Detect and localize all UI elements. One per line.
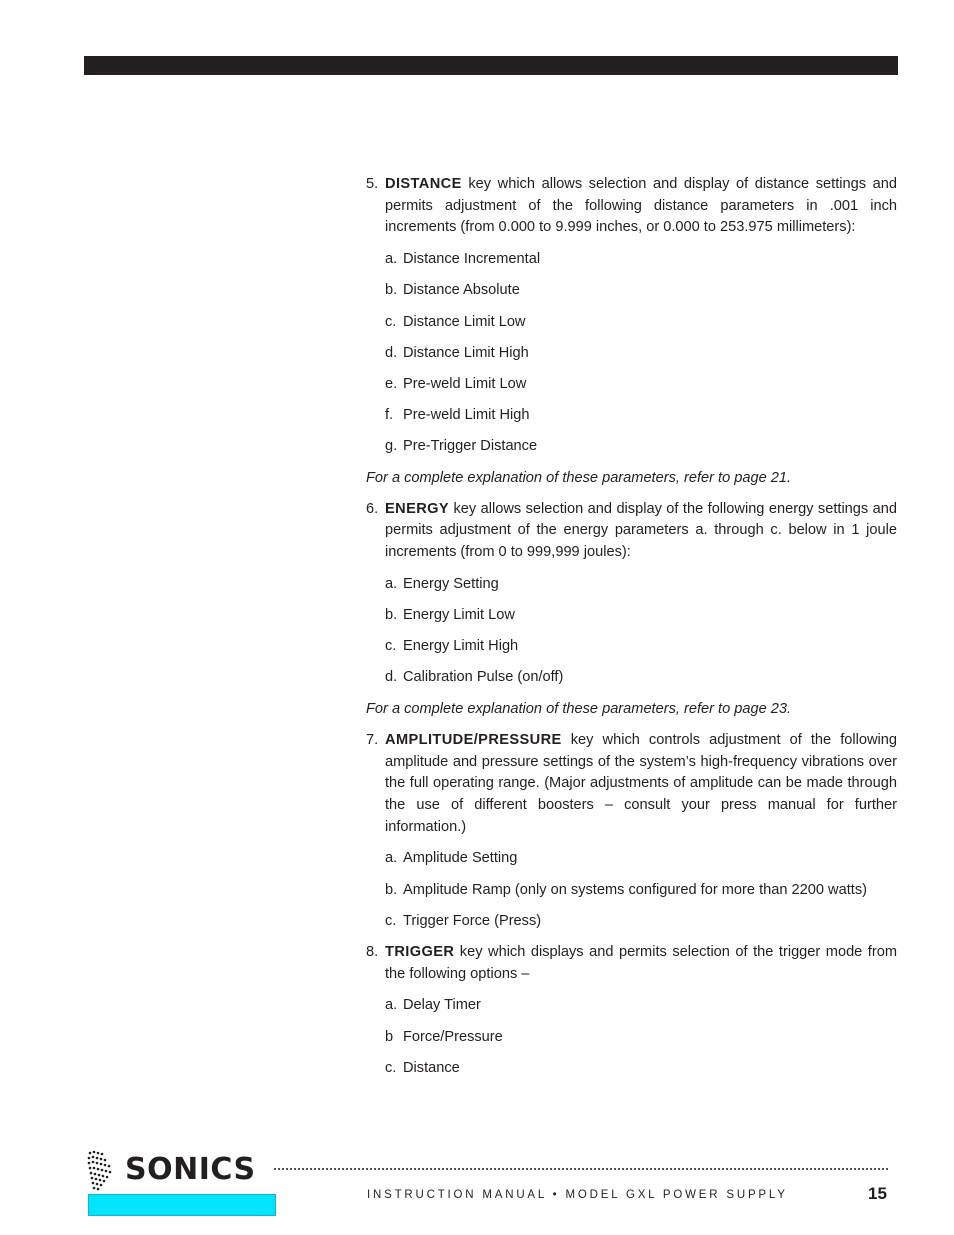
sub-text: Amplitude Setting xyxy=(403,850,518,867)
sub-text: Pre-weld Limit Low xyxy=(403,375,527,392)
item-key: TRIGGER xyxy=(385,943,455,960)
sub-text: Calibration Pulse (on/off) xyxy=(403,669,564,686)
sub-text: Energy Limit High xyxy=(403,638,519,655)
sub-item xyxy=(385,636,897,658)
list-item-distance xyxy=(366,174,897,239)
sub-letter: b. xyxy=(385,607,398,624)
item-text: key which controls adjustment of the following amplitude and pressure settings of the system’s high-frequency vibrations over the full operating range. (Major adjustments of amplitude can be made through the use of different boosters – consult your press manual for further information.) xyxy=(385,731,897,835)
sub-item xyxy=(385,280,897,302)
sub-letter: a. xyxy=(385,251,398,268)
sub-item xyxy=(385,405,897,427)
sub-item xyxy=(385,880,897,902)
item-number: 5. xyxy=(366,176,379,192)
sub-letter: a. xyxy=(385,850,398,867)
sub-item xyxy=(385,1058,897,1080)
sub-letter: a. xyxy=(385,575,398,592)
item-key: AMPLITUDE/PRESSURE xyxy=(385,731,562,748)
logo-wave-icon xyxy=(86,1150,116,1192)
reference-note: For a complete explanation of these parameters, refer to page 23. xyxy=(366,700,792,717)
sub-text: Force/Pressure xyxy=(403,1028,503,1045)
sub-letter: e. xyxy=(385,375,398,392)
logo-wordmark: SONICS xyxy=(125,1152,256,1187)
sonics-logo xyxy=(86,1150,276,1216)
sub-text: Energy Limit Low xyxy=(403,607,515,624)
sub-letter: g. xyxy=(385,438,398,455)
sub-text: Amplitude Ramp (only on systems configured for more than 2200 watts) xyxy=(403,881,867,898)
sub-letter: b. xyxy=(385,881,398,898)
logo-color-bar xyxy=(88,1194,276,1216)
main-content xyxy=(366,174,897,1080)
item-number: 7. xyxy=(366,731,379,748)
sub-item xyxy=(385,374,897,396)
sub-item xyxy=(385,848,897,870)
sub-text: Distance xyxy=(403,1059,460,1076)
list-item-energy xyxy=(366,499,897,564)
sub-text: Pre-Trigger Distance xyxy=(403,438,538,455)
item-key: ENERGY xyxy=(385,500,450,517)
sub-letter: c. xyxy=(385,313,397,330)
sub-item xyxy=(385,1027,897,1049)
page-number: 15 xyxy=(868,1184,887,1203)
sub-letter: b xyxy=(385,1028,394,1045)
footer-manual-title: INSTRUCTION MANUAL • MODEL GXL POWER SUPPLY xyxy=(367,1189,788,1201)
sub-text: Energy Setting xyxy=(403,575,499,592)
sub-text: Distance Limit High xyxy=(403,344,529,361)
list-item-trigger xyxy=(366,942,897,985)
reference-note: For a complete explanation of these parameters, refer to page 21. xyxy=(366,469,792,486)
sub-item xyxy=(385,605,897,627)
sub-text: Distance Limit Low xyxy=(403,313,526,330)
item-text: key which allows selection and display of distance settings and permits adjustment of the following distance parameters in .001 inch increments (from 0.000 to 9.999 inches, or 0.000 to 253.975 millimeters): xyxy=(385,176,897,236)
sub-item xyxy=(385,995,897,1017)
sub-text: Distance Incremental xyxy=(403,251,541,268)
sub-item xyxy=(385,343,897,365)
sub-letter: d. xyxy=(385,344,398,361)
item-number: 6. xyxy=(366,500,379,517)
sub-text: Pre-weld Limit High xyxy=(403,407,530,424)
sub-item xyxy=(385,574,897,596)
sub-item xyxy=(385,911,897,933)
sub-letter: d. xyxy=(385,669,398,686)
sub-item xyxy=(385,312,897,334)
sub-letter: a. xyxy=(385,997,398,1014)
list-item-amplitude-pressure xyxy=(366,730,897,839)
item-text: key allows selection and display of the following energy settings and permits adjustment of the energy parameters a. through c. below in 1 joule increments (from 0 to 999,999 joules): xyxy=(385,500,897,561)
sub-letter: c. xyxy=(385,638,397,655)
sub-item xyxy=(385,436,897,458)
sub-item xyxy=(385,667,897,689)
footer-dotted-rule xyxy=(274,1168,888,1170)
sub-item xyxy=(385,249,897,271)
sub-letter: f. xyxy=(385,407,394,424)
sub-letter: c. xyxy=(385,912,397,929)
header-bar xyxy=(84,56,898,75)
sub-letter: c. xyxy=(385,1059,397,1076)
sub-text: Delay Timer xyxy=(403,997,481,1014)
item-number: 8. xyxy=(366,943,379,960)
sub-text: Distance Absolute xyxy=(403,282,520,299)
item-text: key which displays and permits selection of the trigger mode from the following options – xyxy=(385,943,897,982)
item-key: DISTANCE xyxy=(385,176,462,192)
sub-text: Trigger Force (Press) xyxy=(403,912,542,929)
sub-letter: b. xyxy=(385,282,398,299)
